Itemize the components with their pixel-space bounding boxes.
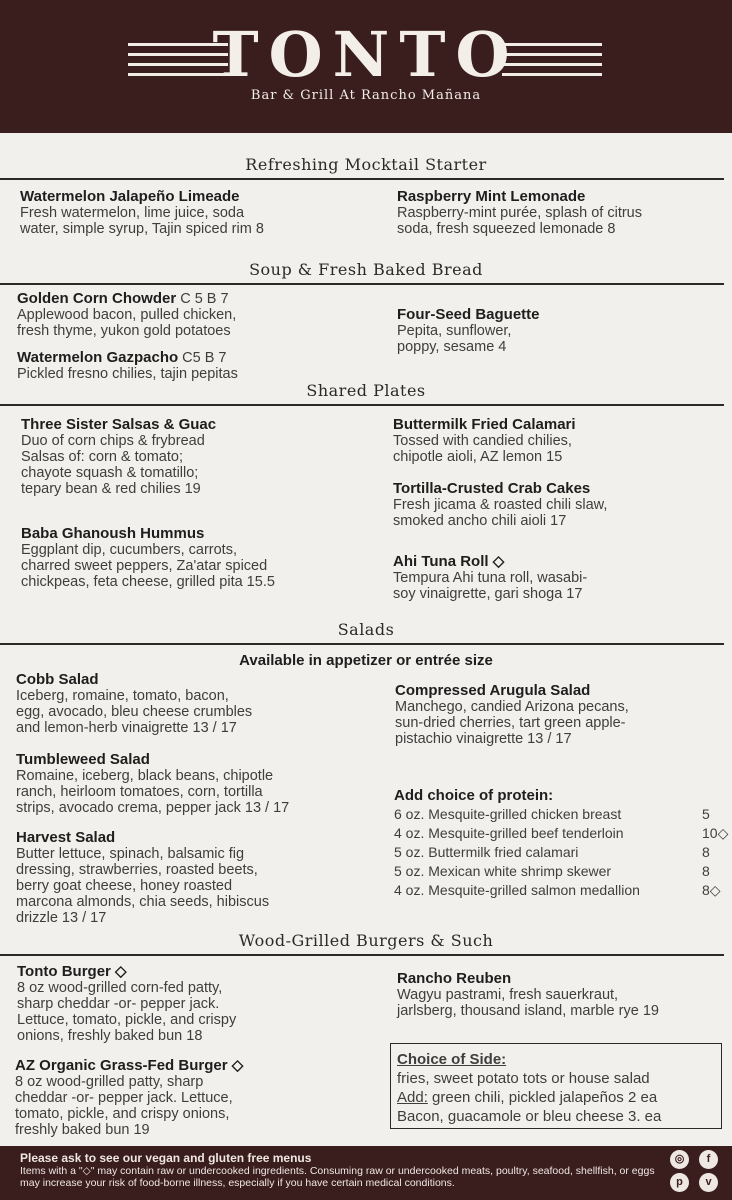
protein-row [394, 862, 724, 881]
protein-price: 5 [702, 806, 710, 822]
item-name: AZ Organic Grass-Fed Burger ◇ [15, 1057, 244, 1074]
side-add-line [397, 1088, 715, 1107]
item-name: Golden Corn Chowder [17, 290, 177, 307]
item-name: Watermelon Gazpacho [17, 349, 179, 366]
menu-item-gazpacho [17, 350, 377, 382]
facebook-icon[interactable]: f [699, 1150, 718, 1169]
protein-row [394, 824, 729, 843]
item-desc: Eggplant dip, cucumbers, carrots, charred sweet peppers, Za'atar spiced chickpeas, feta cheese, grilled pita 15.5 [21, 542, 275, 590]
item-name: Tumbleweed Salad [16, 751, 150, 768]
menu-item-limeade [20, 189, 380, 237]
protein-row [394, 805, 724, 824]
logo: TONTO [212, 18, 520, 91]
protein-price: 10◇ [702, 825, 729, 841]
side-options: fries, sweet potato tots or house salad [397, 1070, 650, 1087]
item-name: Four-Seed Baguette [397, 306, 540, 323]
protein-label: 6 oz. Mesquite-grilled chicken breast [394, 806, 622, 822]
protein-price: 8 [702, 863, 710, 879]
protein-heading: Add choice of protein: [394, 787, 554, 804]
item-desc: Raspberry-mint purée, splash of citrus soda, fresh squeezed lemonade 8 [397, 205, 642, 237]
section-divider [0, 954, 724, 956]
item-name: Watermelon Jalapeño Limeade [20, 188, 240, 205]
menu-item-reuben [397, 971, 727, 1019]
item-desc: Fresh jicama & roasted chili slaw, smoked ancho chili aioli 17 [393, 497, 608, 529]
item-name: Buttermilk Fried Calamari [393, 416, 576, 433]
section-title-shared: Shared Plates [306, 381, 426, 400]
menu-item-lemonade [397, 189, 717, 237]
item-name: Harvest Salad [16, 829, 116, 846]
menu-item-crabcakes [393, 481, 723, 529]
item-name: Tonto Burger ◇ [17, 963, 127, 980]
protein-label: 4 oz. Mesquite-grilled salmon medallion [394, 882, 640, 898]
pinterest-icon[interactable]: p [670, 1173, 689, 1192]
item-price: C5 B 7 [182, 350, 227, 366]
item-desc: Wagyu pastrami, fresh sauerkraut, jarlsberg, thousand island, marble rye 19 [397, 987, 659, 1019]
item-desc: Pickled fresno chilies, tajin pepitas [17, 366, 238, 382]
item-desc: Tossed with candied chilies, chipotle aioli, AZ lemon 15 [393, 433, 572, 465]
menu-item-tumbleweed [16, 752, 386, 816]
side-add-label: Add: [397, 1089, 428, 1106]
item-price: C 5 B 7 [180, 291, 229, 307]
menu-item-baguette [397, 307, 717, 355]
protein-row [394, 843, 724, 862]
menu-item-salsas [21, 417, 381, 497]
section-divider [0, 643, 724, 645]
item-name: Ahi Tuna Roll ◇ [393, 553, 505, 570]
side-add-text: green chili, pickled jalapeños 2 ea [427, 1089, 658, 1106]
menu-item-ahi [393, 554, 723, 602]
side-extras: Bacon, guacamole or bleu cheese 3. ea [397, 1108, 662, 1125]
protein-price: 8 [702, 844, 710, 860]
item-desc: Duo of corn chips & frybread Salsas of: corn & tomato; chayote squash & tomatillo; tepary bean & red chilies 19 [21, 433, 205, 497]
item-name: Raspberry Mint Lemonade [397, 188, 586, 205]
item-desc: Manchego, candied Arizona pecans, sun-dried cherries, tart green apple- pistachio vinaigrette 13 / 17 [395, 699, 629, 747]
item-desc: Butter lettuce, spinach, balsamic fig dressing, strawberries, roasted beets, berry goat cheese, honey roasted marcona almonds, chia seeds, hibiscus drizzle 13 / 17 [16, 846, 270, 926]
section-divider [0, 283, 724, 285]
section-title-soup: Soup & Fresh Baked Bread [249, 260, 483, 279]
item-desc: Iceberg, romaine, tomato, bacon, egg, avocado, bleu cheese crumbles and lemon-herb vinaigrette 13 / 17 [16, 688, 253, 736]
protein-label: 5 oz. Buttermilk fried calamari [394, 844, 579, 860]
item-name: Compressed Arugula Salad [395, 682, 591, 699]
protein-price: 8◇ [702, 882, 721, 898]
section-title-salads: Salads [337, 620, 395, 639]
item-desc: Romaine, iceberg, black beans, chipotle ranch, heirloom tomatoes, corn, tortilla strips, avocado crema, pepper jack 13 / 17 [16, 768, 290, 816]
item-desc: 8 oz wood-grilled corn-fed patty, sharp cheddar -or- pepper jack. Lettuce, tomato, pickle, and crispy onions, freshly baked bun 18 [17, 980, 237, 1044]
menu-item-arugula [395, 683, 725, 747]
footer-disclaimer: Items with a "◇" may contain raw or undercooked ingredients. Consuming raw or undercooked meats, poultry, seafood, shellfish, or eggs may increase your risk of food-borne illness, especially if you have certain medical conditions. [20, 1165, 655, 1189]
section-title-mocktail: Refreshing Mocktail Starter [245, 155, 487, 174]
item-name: Baba Ghanoush Hummus [21, 525, 205, 542]
item-desc: Tempura Ahi tuna roll, wasabi- soy vinaigrette, gari shoga 17 [393, 570, 588, 602]
menu-item-az-burger [15, 1058, 375, 1138]
item-name: Rancho Reuben [397, 970, 512, 987]
menu-item-harvest [16, 830, 386, 926]
footer-note: Please ask to see our vegan and gluten free menus [20, 1151, 312, 1165]
menu-item-tonto-burger [17, 964, 377, 1044]
section-title-burgers: Wood-Grilled Burgers & Such [238, 931, 494, 950]
item-desc: 8 oz wood-grilled patty, sharp cheddar -or- pepper jack. Lettuce, tomato, pickle, and crispy onions, freshly baked bun 19 [15, 1074, 233, 1138]
menu-item-calamari [393, 417, 723, 465]
item-name: Cobb Salad [16, 671, 99, 688]
instagram-icon[interactable]: ◎ [670, 1150, 689, 1169]
protein-row [394, 881, 724, 900]
side-heading: Choice of Side: [397, 1051, 507, 1068]
item-name: Tortilla-Crusted Crab Cakes [393, 480, 591, 497]
item-desc: Pepita, sunflower, poppy, sesame 4 [397, 323, 512, 355]
menu-item-cobb [16, 672, 386, 736]
section-divider [0, 178, 724, 180]
protein-add-ons [394, 787, 729, 900]
item-name: Three Sister Salsas & Guac [21, 416, 217, 433]
footer [0, 1146, 732, 1200]
vimeo-icon[interactable]: v [699, 1173, 718, 1192]
logo-subtitle: Bar & Grill At Rancho Mañana [250, 88, 482, 103]
salads-size-note: Available in appetizer or entrée size [239, 652, 493, 669]
side-choice-box [390, 1043, 722, 1129]
item-desc: Fresh watermelon, lime juice, soda water, simple syrup, Tajin spiced rim 8 [20, 205, 264, 237]
menu-item-chowder [17, 291, 377, 339]
item-desc: Applewood bacon, pulled chicken, fresh thyme, yukon gold potatoes [17, 307, 237, 339]
protein-label: 4 oz. Mesquite-grilled beef tenderloin [394, 825, 624, 841]
protein-label: 5 oz. Mexican white shrimp skewer [394, 863, 612, 879]
section-divider [0, 404, 724, 406]
menu-item-hummus [21, 526, 381, 590]
